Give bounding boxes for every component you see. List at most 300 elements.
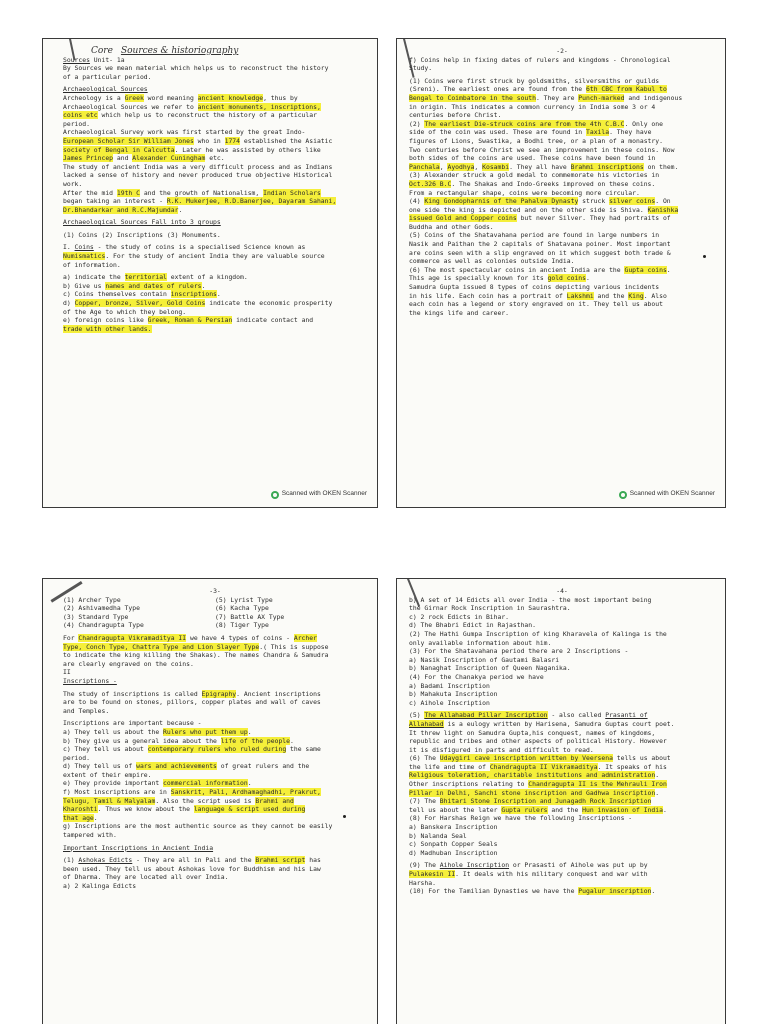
text-segment: .( This is suppose (259, 642, 329, 651)
text-line (63, 56, 367, 65)
highlighted-text: Archer (293, 633, 317, 642)
text-segment: (3) Alexander struck a gold medal to commemorate his victories in (409, 171, 660, 180)
text-line (63, 94, 367, 103)
highlighted-text: wars and achievements (136, 762, 217, 771)
highlighted-text: Brahmi inscriptions (570, 162, 644, 171)
text-line (63, 282, 367, 291)
text-line (409, 699, 715, 708)
text-line (409, 639, 715, 648)
text-segment: I. (63, 243, 75, 252)
text-segment: Study. (409, 64, 433, 73)
highlighted-text: Sanskrit, Pali, Ardhamaghadhi, Prakrut, (170, 788, 321, 797)
highlighted-text: Chandragupta II Vikramaditya (489, 762, 598, 771)
text-segment: we have 4 types of coins - (186, 633, 294, 642)
oken-logo-icon (619, 491, 627, 499)
text-segment: Archaeological Sources Fall into 3 groups (63, 218, 221, 227)
text-segment: By Sources we mean material which helps us to reconstruct the history (63, 64, 329, 73)
text-segment: . It deals with his military conquest and war with (455, 870, 648, 878)
page-2-text (409, 56, 715, 318)
highlighted-text: contemporary rulers who ruled during (147, 745, 287, 754)
list-item: (5) Lyrist Type (215, 595, 273, 604)
text-segment: Important Inscriptions in Ancient India (63, 843, 214, 852)
text-line (409, 647, 715, 656)
highlighted-text: issued Gold and Copper coins (409, 214, 517, 223)
highlighted-text: Brahmi script (255, 856, 306, 865)
highlighted-text: Bhitari Stone Inscription and Junagadh Rock Inscription (439, 797, 652, 806)
text-segment: of the Age to which they belong. (63, 307, 187, 316)
text-segment: (8) For Harshas Reign we have the following Inscriptions - (409, 814, 633, 823)
text-segment: d) They tell us of (63, 762, 137, 771)
highlighted-text: Panchala (409, 162, 440, 171)
text-line (63, 856, 367, 865)
text-segment: Inscriptions are important because - (63, 719, 202, 728)
text-line (63, 120, 367, 129)
text-segment: Archaeological Sources (63, 85, 148, 94)
text-segment: Archeology is a (63, 93, 125, 102)
text-line (63, 85, 367, 94)
text-segment: . (586, 274, 590, 283)
text-segment: Other inscriptions relating to (409, 780, 529, 789)
text-line (409, 197, 715, 206)
highlighted-text: Pugalur inscription (578, 887, 652, 896)
highlighted-text: names and dates of rulers (105, 281, 202, 290)
text-line (63, 788, 367, 797)
text-line (63, 171, 367, 180)
text-segment: commerce as well as colonies outside India. (409, 257, 575, 266)
highlighted-text: Hun invasion of India (582, 805, 663, 814)
highlighted-text: Alexander Cuningham (132, 154, 206, 163)
highlighted-text: The earliest Die-struck coins are from the 4th C.B.C (424, 119, 625, 128)
highlighted-text: Indian Scholars (263, 188, 321, 197)
text-segment: the same (286, 745, 321, 754)
text-segment: f) Most inscriptions are in (63, 788, 171, 797)
text-line (409, 746, 715, 755)
text-segment: tells us about (612, 754, 671, 763)
text-line (63, 261, 367, 270)
text-segment: b) Nalanda Seal (409, 831, 467, 840)
text-segment: . For the study of ancient India they are valuable source (105, 252, 325, 261)
text-segment: etc. (205, 154, 225, 163)
text-segment: extent of their empire. (63, 770, 152, 779)
text-segment: but never Silver. They had portraits of (516, 214, 671, 223)
text-line (409, 240, 715, 249)
page-number: -4- (556, 587, 568, 595)
text-segment: . The Shakas and Indo-Greeks improved on these coins. (451, 179, 656, 188)
text-segment: a) 2 Kalinga Edicts (63, 882, 137, 890)
text-segment: side of the coin was used. These are found in (409, 128, 586, 137)
highlighted-text: Gupta rulers (501, 805, 548, 814)
text-line (63, 218, 367, 227)
highlighted-text: inscriptions (170, 290, 217, 299)
text-segment: d) The Bhabri Edict in Rajasthan. (409, 621, 536, 630)
text-segment: g) Inscriptions are the most authentic source as they cannot be easily (63, 822, 333, 831)
text-line (63, 677, 367, 686)
text-line (409, 180, 715, 189)
text-segment: of great rulers and the (216, 762, 310, 771)
text-segment: From a rectangular shape, coins were becoming more circular. (409, 188, 640, 197)
text-line (409, 861, 715, 870)
text-segment: . (651, 887, 656, 896)
text-segment: . (662, 805, 667, 814)
text-segment: (5) Coins of the Shatavahana period are found in large numbers in (409, 231, 660, 240)
highlighted-text: 19th C (116, 188, 140, 197)
text-segment: e) They provide important (63, 779, 164, 788)
text-line (63, 146, 367, 155)
text-segment: . (178, 205, 183, 214)
text-segment: period. (63, 753, 90, 762)
text-line (409, 613, 715, 622)
list-item: (8) Tiger Type (215, 621, 269, 630)
highlighted-text: Type, Conch Type, Chattra Type and Lion Slayer Type (63, 642, 260, 651)
list-item: (3) Standard Type (63, 612, 129, 621)
text-line (409, 300, 715, 309)
text-segment: . (216, 290, 221, 299)
text-segment: are to be found on stones, pillors, copper plates and wall of caves (63, 698, 321, 707)
text-line (409, 171, 715, 180)
text-segment: (10) For the Tamilian Dynasties we have the (409, 887, 579, 896)
text-segment: both sides of the coins are used. These coins have been found in (409, 154, 656, 163)
text-segment: in origin. This indicates a common currency in India some 3 or 4 (409, 102, 656, 111)
text-line (63, 243, 367, 252)
text-line (63, 308, 367, 317)
text-segment: it is disfigured in parts and difficult to read. (409, 745, 594, 754)
text-segment: . (247, 727, 252, 736)
text-segment: lacked a sense of history and never produced true objective Historical (63, 171, 333, 180)
text-segment: is a eulogy written by Harisena, Samudra Guptas court poet. (443, 719, 675, 728)
text-line (409, 214, 715, 223)
text-segment: in his life. Each coin has a portrait of (409, 291, 567, 300)
text-line (409, 849, 715, 858)
text-segment: c) They tell us about (63, 745, 148, 754)
highlighted-text: Epigraphy (201, 689, 237, 698)
text-line (63, 634, 367, 643)
highlighted-text: Telugu, Tamil & Malyalam (63, 796, 156, 805)
highlighted-text: Chandragupta Vikramaditya II (78, 633, 187, 642)
text-line (409, 283, 715, 292)
text-line (63, 180, 367, 189)
text-line (63, 231, 367, 240)
highlighted-text: Gupta coins (624, 265, 667, 274)
highlighted-text: Udaygiri cave inscription written by Veersena (439, 754, 613, 763)
text-line (409, 85, 715, 94)
scan-page-3 (42, 578, 378, 1024)
text-line (63, 111, 367, 120)
text-line (409, 128, 715, 137)
text-line (409, 94, 715, 103)
highlighted-text: Kanishka (647, 205, 679, 214)
text-line (409, 189, 715, 198)
text-segment: . They are (535, 93, 579, 102)
text-line (409, 720, 715, 729)
text-segment: only available information about him. (409, 638, 552, 647)
text-line (63, 64, 367, 73)
highlighted-text: commercial information (163, 779, 248, 788)
text-segment: Unit- 1a (89, 55, 125, 64)
text-segment: c) 2 rock Edicts in Bihar. (409, 612, 510, 621)
text-line (63, 290, 367, 299)
text-segment: work. (63, 179, 83, 188)
text-segment: (1) Coins were first struck by goldsmiths, silversmiths or guilds (409, 76, 660, 85)
text-segment: has (305, 856, 321, 865)
text-line (409, 154, 715, 163)
text-line (409, 789, 715, 798)
text-segment: period. (63, 119, 90, 128)
text-segment: (2) (409, 119, 425, 128)
text-segment: This age is specially known for its (409, 274, 548, 283)
text-line (63, 771, 367, 780)
text-segment: d) (63, 299, 75, 308)
text-segment: (6) The (409, 754, 440, 763)
highlighted-text: language & script used during (193, 805, 306, 814)
coin-types-left (63, 596, 215, 630)
text-line (409, 682, 715, 691)
text-line (409, 77, 715, 86)
scan-page-2 (396, 38, 726, 508)
highlighted-text: 6th CBC from Kabul to (586, 85, 667, 94)
text-line (63, 668, 367, 677)
text-segment: (7) The (409, 797, 440, 806)
list-item: (1) Archer Type (63, 595, 121, 604)
highlighted-text: King (628, 291, 644, 300)
text-segment: and indigenous (624, 93, 683, 102)
highlighted-text: ancient knowledge (197, 93, 264, 102)
text-line (63, 690, 367, 699)
text-segment: (Sreni). The earliest ones are found from the (409, 85, 586, 94)
text-segment: . (93, 813, 98, 822)
highlighted-text: Oct.326 B.C (409, 179, 452, 188)
list-item: (7) Battle AX Type (215, 612, 285, 621)
text-line (63, 754, 367, 763)
highlighted-text: trade with other lands. (63, 324, 152, 333)
text-segment: Nasik and Paithan the 2 capitals of Shatavana poiner. Most important (409, 240, 671, 249)
text-line (63, 163, 367, 172)
text-line (409, 832, 715, 841)
text-line (63, 299, 367, 308)
highlighted-text: that age (63, 813, 94, 822)
text-segment: . Also (643, 291, 667, 300)
text-segment: (3) For the Shatavahana period there are 2 Inscriptions - (409, 647, 629, 656)
text-segment: (5) (409, 711, 425, 720)
page-3-text (63, 634, 367, 891)
text-segment: Aihole Inscription (439, 861, 510, 870)
text-line (409, 630, 715, 639)
text-segment: , thus by (263, 93, 298, 102)
text-line (409, 249, 715, 258)
text-segment: a) Badami Inscription (409, 681, 490, 690)
text-line (63, 797, 367, 806)
text-segment: . Also the script used is (155, 796, 256, 805)
text-line (409, 771, 715, 780)
list-item: (2) Ashivamedha Type (63, 604, 140, 613)
text-line (409, 64, 715, 73)
highlighted-text: Pulakesin II (409, 870, 456, 878)
scanner-label: Scanned with OKEN Scanner (629, 490, 715, 498)
text-line (409, 274, 715, 283)
highlighted-text: Rulers who put them up (163, 727, 248, 736)
text-line (409, 604, 715, 613)
text-line (63, 779, 367, 788)
scanner-badge (271, 490, 367, 499)
highlighted-text: ancient monuments, inscriptions, (197, 102, 321, 111)
scanner-label: Scanned with OKEN Scanner (281, 490, 367, 498)
text-line (409, 879, 715, 888)
text-segment: word meaning (143, 93, 198, 102)
text-line (409, 292, 715, 301)
text-line (63, 189, 367, 198)
text-line (63, 719, 367, 728)
text-segment: c) Coins themselves contain (63, 290, 171, 299)
text-line (63, 128, 367, 137)
text-segment: , (439, 162, 448, 171)
text-segment: . (655, 788, 660, 797)
text-segment: The study of ancient India was a very difficult process and as Indians (63, 162, 333, 171)
highlighted-text: Chandragupta II is the Mehrauli Iron (528, 780, 667, 789)
text-segment: the Girnar Rock Inscription in Saurashtra. (409, 604, 571, 613)
highlighted-text: King Gondopharnis of the Pahalva Dynasty (424, 197, 579, 206)
highlighted-text: Numismatics (63, 252, 106, 261)
text-segment: (4) (409, 197, 425, 206)
text-segment: to indicate the king killing the Shakas). The names Chandra & Samudra (63, 651, 329, 660)
text-line (409, 823, 715, 832)
text-segment: a) Banskera Inscription (409, 823, 498, 832)
text-segment: on them. (643, 162, 679, 171)
highlighted-text: Lakshmi (566, 291, 594, 300)
text-segment: . Later he was assisted by others like (174, 145, 321, 154)
text-segment: b) Mahakuta Inscription (409, 690, 498, 699)
highlighted-text: 1774 (224, 136, 240, 145)
text-segment: e) foreign coins like (63, 316, 148, 325)
text-segment: b) They give us a general idea about the (63, 736, 221, 745)
text-segment: For (63, 633, 79, 642)
text-line (63, 745, 367, 754)
highlighted-text: society of Bengal in Calcutta (63, 145, 175, 154)
text-line (63, 197, 367, 206)
text-line (409, 797, 715, 806)
text-segment: or Prasasti of Aihole was put up by (509, 861, 648, 870)
text-segment: The study of inscriptions is called (63, 689, 202, 698)
text-segment: Harsha. (409, 878, 436, 887)
text-segment: Sources (63, 55, 90, 64)
text-line (63, 252, 367, 261)
handwritten-core: Core (91, 46, 113, 56)
text-line (409, 621, 715, 630)
text-segment: began taking an interest - (63, 197, 167, 206)
highlighted-text: gold coins (547, 274, 586, 283)
text-line (409, 814, 715, 823)
text-segment: Archaeological Survey work was first started by the great Indo- (63, 128, 306, 137)
text-line (63, 831, 367, 840)
text-line (409, 780, 715, 789)
text-segment: struck (578, 197, 610, 206)
text-line (63, 873, 367, 882)
text-segment: - the study of coins is a specialised Science known as (93, 243, 306, 252)
text-segment: Buddha and other Gods. (409, 222, 494, 231)
text-segment: a) indicate the (63, 273, 125, 282)
text-line (409, 840, 715, 849)
text-line (409, 690, 715, 699)
text-segment: established the Asiatic (240, 136, 333, 145)
highlighted-text: territorial (124, 273, 167, 282)
text-line (409, 56, 715, 65)
text-line (63, 316, 367, 325)
highlighted-text: Religious toleration, charitable institutions and administration (409, 771, 656, 780)
text-line (409, 163, 715, 172)
text-segment: Inscriptions - (63, 676, 117, 685)
text-segment: b) Nanaghat Inscription of Queen Naganika. (409, 664, 571, 673)
text-line (63, 273, 367, 282)
highlighted-text: The Allahabad Pillar Inscription (424, 711, 548, 720)
text-line (63, 660, 367, 669)
highlighted-text: Greek (124, 93, 144, 102)
text-line (63, 707, 367, 716)
text-segment: , (474, 162, 483, 171)
highlighted-text: Taxila (586, 128, 610, 137)
text-line (63, 728, 367, 737)
text-line (409, 754, 715, 763)
highlighted-text: Allahabad (409, 719, 444, 728)
highlighted-text: Pillar in Delhi, Sanchi stone inscription and Gadhwa inscription (409, 788, 656, 797)
text-segment: figures of Lions, Swastika, a Bodhi tree, or a plan of a monastry. (409, 136, 663, 145)
text-segment: b) Give us (63, 281, 106, 290)
text-line (63, 103, 367, 112)
highlighted-text: coins etc (63, 111, 98, 120)
text-line (63, 137, 367, 146)
text-line (409, 596, 715, 605)
text-segment: - also called (547, 711, 606, 720)
highlighted-text: R.K. Mukerjee, R.D.Banerjee, Dayaram Sahani, (166, 197, 337, 206)
highlighted-text: life of the people (220, 736, 291, 745)
highlighted-text: silver coins (609, 197, 656, 206)
text-segment: II (63, 668, 71, 677)
text-segment: It threw light on Samudra Gupta,his conquest, names of kingdoms, (409, 728, 656, 737)
page-1-text (63, 56, 367, 334)
text-line (409, 887, 715, 896)
text-segment: of information. (63, 260, 121, 269)
text-segment: . It speaks of his (597, 762, 667, 771)
text-segment: Coins (74, 243, 94, 252)
highlighted-text: Copper, bronze, Silver, Gold Coins (74, 299, 206, 308)
text-segment: - They are all in Pali and the (132, 856, 256, 865)
text-segment: are coins seen with a slip engraved on it which suggest both trade & (409, 248, 671, 257)
text-segment: (2) The Hathi Gumpa Inscription of king Kharavela of Kalinga is the (409, 629, 667, 638)
text-line (409, 656, 715, 665)
scanner-badge (619, 490, 715, 499)
text-segment: and (113, 154, 133, 163)
text-segment: Prasanti of (605, 711, 648, 720)
text-line (409, 206, 715, 215)
text-line (409, 729, 715, 738)
text-line (409, 223, 715, 232)
highlighted-text: Kharoshti (63, 805, 98, 814)
text-segment: who in (193, 136, 225, 145)
text-segment: of Dharma. They are located all over India. (63, 873, 229, 882)
scan-page-4 (396, 578, 726, 1024)
text-segment: Ashokas Edicts (78, 856, 133, 865)
highlighted-text: James Princep (63, 154, 114, 163)
text-segment: f) Coins help in fixing dates of rulers and kingdoms - Chronological (409, 55, 671, 64)
text-segment: and Temples. (63, 706, 110, 715)
text-segment: centuries before Christ. (409, 111, 502, 120)
text-line (409, 103, 715, 112)
text-line (409, 309, 715, 318)
oken-logo-icon (271, 491, 279, 499)
list-item: (6) Kacha Type (215, 604, 269, 613)
text-segment: (1) (63, 856, 79, 865)
handwritten-title: Sources & historiography (120, 46, 239, 56)
text-line (409, 870, 715, 879)
text-segment: are clearly engraved on the coins. (63, 659, 194, 668)
text-line (409, 111, 715, 120)
